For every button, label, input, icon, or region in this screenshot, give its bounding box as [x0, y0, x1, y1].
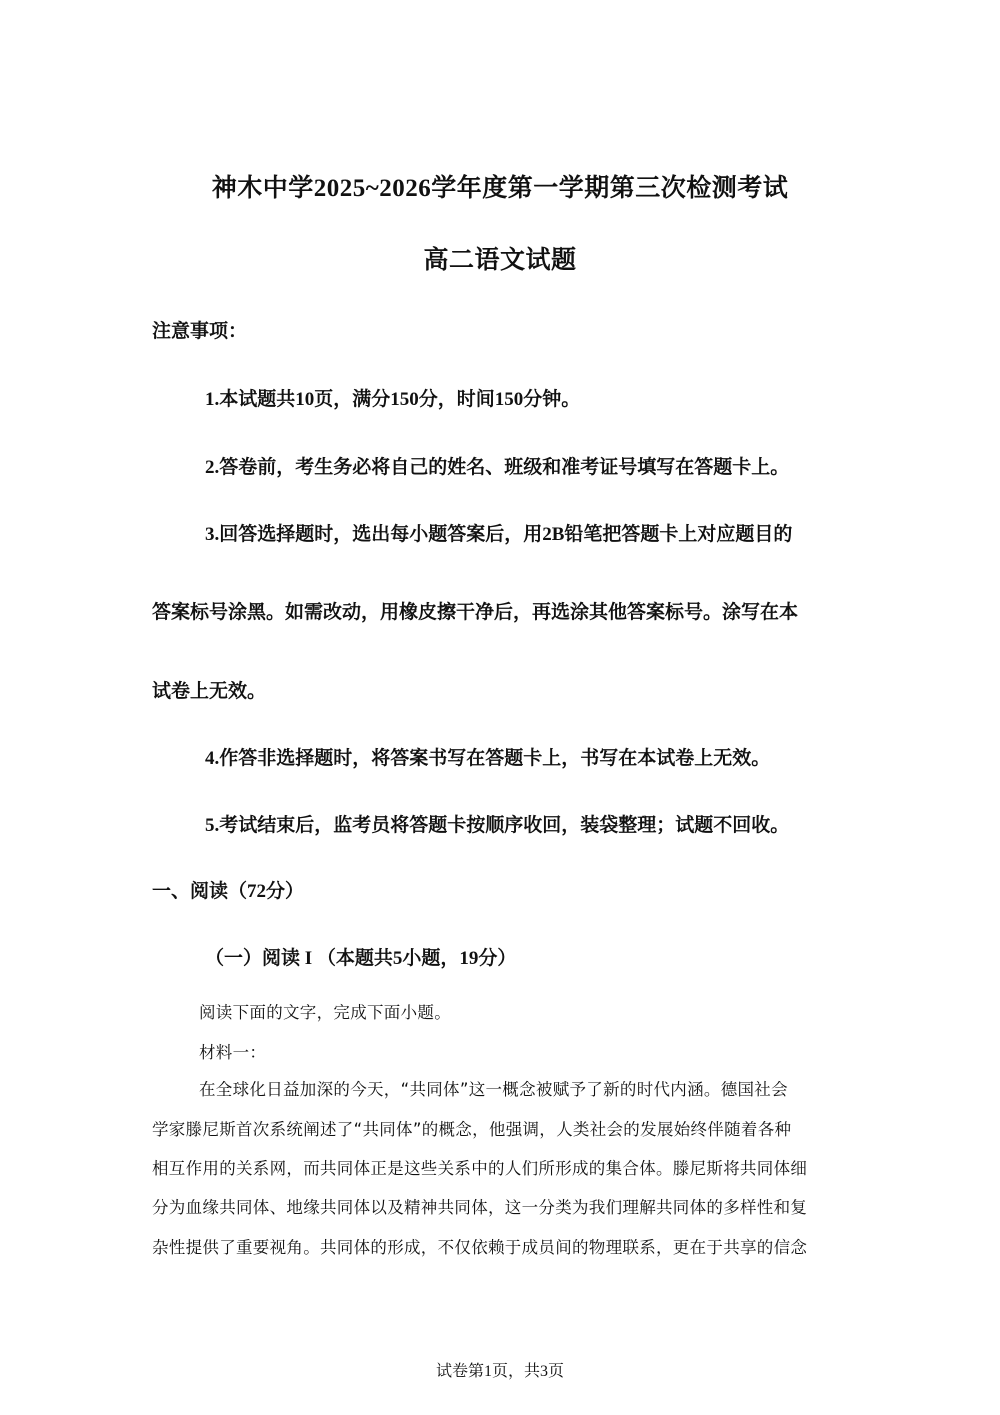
- notice-item-3-line-2: 答案标号涂黑。如需改动，用橡皮擦干净后，再选涂其他答案标号。涂写在本: [152, 602, 799, 623]
- reading-instruction: 阅读下面的文字，完成下面小题。: [199, 1003, 451, 1022]
- section-subheading: （一）阅读 I （本题共5小题，19分）: [205, 948, 517, 969]
- notice-item-1: 1.本试题共10页，满分150分，时间150分钟。: [205, 389, 581, 410]
- exam-title: 神木中学2025~2026学年度第一学期第三次检测考试: [211, 175, 789, 202]
- material-label: 材料一：: [199, 1043, 267, 1062]
- paragraph-line: 相互作用的关系网，而共同体正是这些关系中的人们所形成的集合体。滕尼斯将共同体细: [152, 1159, 808, 1178]
- paragraph-line: 分为血缘共同体、地缘共同体以及精神共同体，这一分类为我们理解共同体的多样性和复: [152, 1198, 808, 1217]
- notice-item-5: 5.考试结束后，监考员将答题卡按顺序收回，装袋整理；试题不回收。: [205, 815, 790, 836]
- paragraph-line: 在全球化日益加深的今天，“共同体”这一概念被赋予了新的时代内涵。德国社会: [199, 1080, 788, 1099]
- notice-item-4: 4.作答非选择题时，将答案书写在答题卡上，书写在本试卷上无效。: [205, 748, 771, 769]
- notice-heading: 注意事项：: [152, 321, 248, 342]
- exam-subtitle: 高二语文试题: [423, 247, 577, 274]
- notice-item-3-line-3: 试卷上无效。: [152, 681, 267, 702]
- notice-item-2: 2.答卷前，考生务必将自己的姓名、班级和准考证号填写在答题卡上。: [205, 457, 790, 478]
- notice-item-3-line-1: 3.回答选择题时，选出每小题答案后，用2B铅笔把答题卡上对应题目的: [205, 524, 793, 545]
- paragraph-line: 杂性提供了重要视角。共同体的形成，不仅依赖于成员间的物理联系，更在于共享的信念: [152, 1238, 808, 1257]
- section-heading: 一、阅读（72分）: [152, 881, 305, 902]
- page-footer: 试卷第1页，共3页: [435, 1363, 564, 1380]
- paragraph-line: 学家滕尼斯首次系统阐述了“共同体”的概念，他强调，人类社会的发展始终伴随着各种: [152, 1120, 792, 1139]
